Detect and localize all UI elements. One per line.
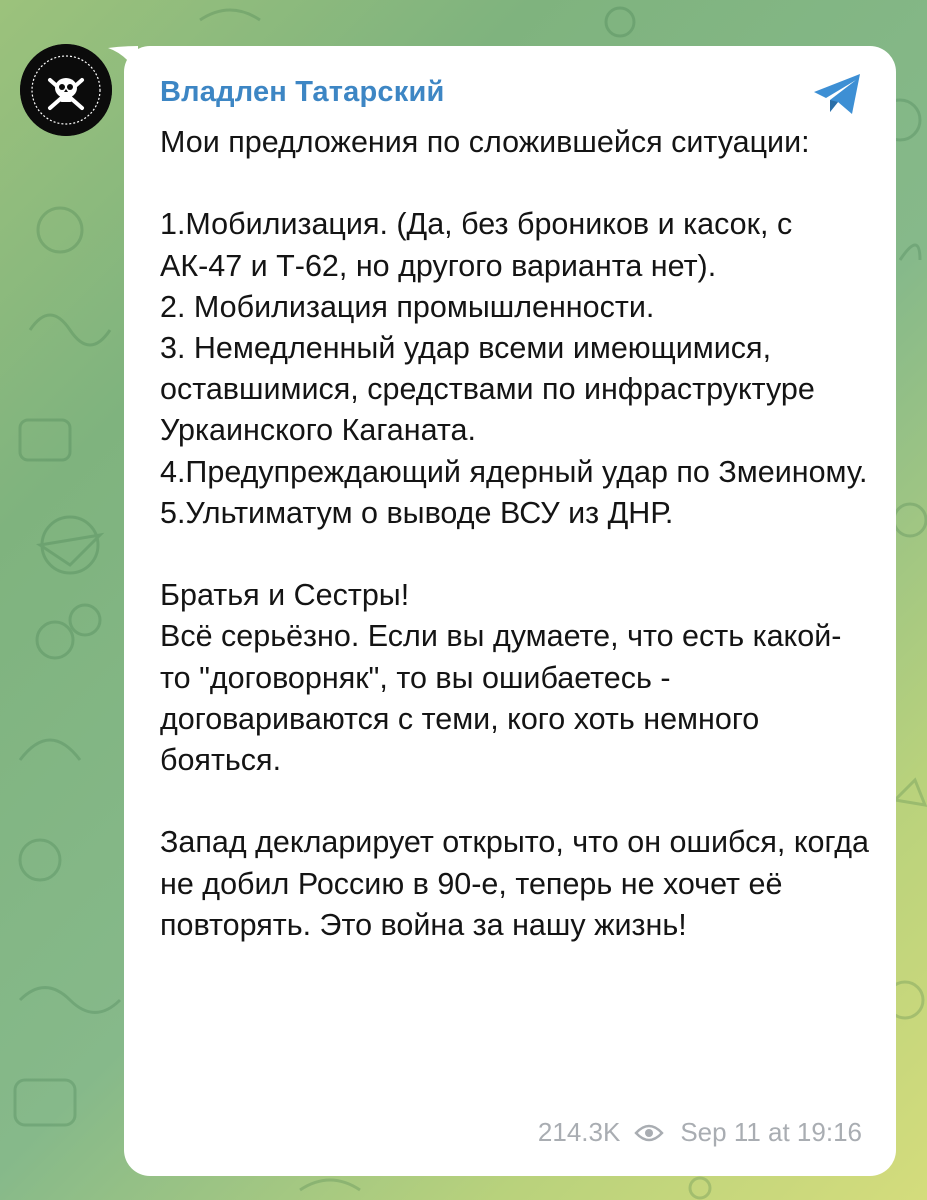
skull-avatar-icon xyxy=(20,44,112,136)
message-text: Мои предложения по сложившейся ситуации: 1.Мобилизация. (Да, без броников и касок, с АК-47 и Т-62, но другого варианта нет). 2. Мобилизация промышленности. 3. Немедленный удар всеми имеющимися, оставшимися, средствами по инфраструктуре Уркаинского Каганата. 4.Предупреждающий ядерный удар по Змеиному. 5.Ультиматум о выводе ВСУ из ДНР. Братья и Сестры! Всё серьёзно. Если вы думаете, что есть какой-то "договорняк", то вы ошибаетесь - договариваются с теми, кого хоть немного бояться. Запад декларирует открыто, что он ошибся, когда не добил Россию в 90-е, теперь не хочет её повторять. Это война за нашу жизнь! xyxy=(160,125,869,942)
message-timestamp: Sep 11 at 19:16 xyxy=(680,1117,862,1147)
telegram-plane-icon[interactable] xyxy=(812,72,864,116)
channel-avatar[interactable] xyxy=(20,44,112,136)
message-bubble xyxy=(124,46,896,1176)
view-count: 214.3K xyxy=(537,1117,621,1147)
message-meta xyxy=(538,1117,862,1148)
author-name[interactable]: Владлен Татарский xyxy=(160,76,445,108)
eye-icon xyxy=(634,1123,664,1143)
